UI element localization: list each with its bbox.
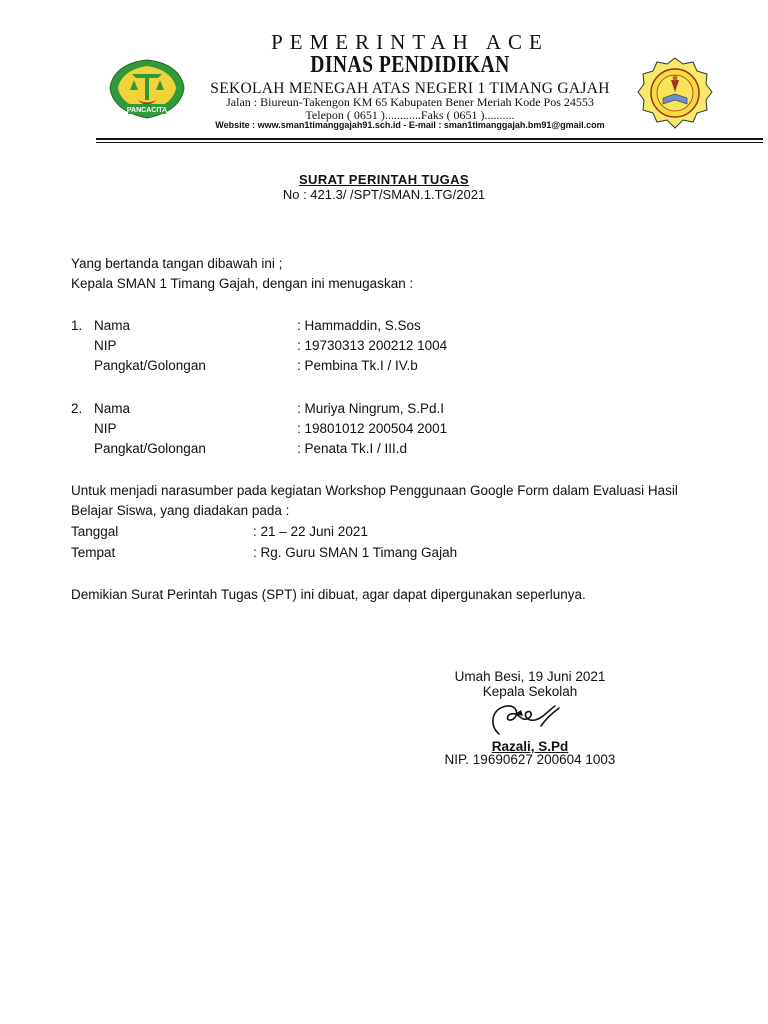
person-2-rank-label: Pangkat/Golongan [94,441,206,456]
signature-place-date: Umah Besi, 19 Juni 2021 [454,669,606,684]
person-2-index: 2. [71,401,83,416]
agency-heading: DINAS PENDIDIKAN [310,52,510,78]
school-phone: Telepon ( 0651 )............Faks ( 0651 ).......... [305,108,515,122]
handwritten-signature [485,700,565,736]
letter-number: No : 421.3/ /SPT/SMAN.1.TG/2021 [282,187,486,202]
purpose-line-1: Untuk menjadi narasumber pada kegiatan Workshop Penggunaan Google Form dalam Evaluasi Hasil [71,483,678,498]
school-website-email: Website : www.sman1timanggajah91.sch.id - E-mail : sman1timanggajah.bm91@gmail.com [215,120,605,130]
signature-position: Kepala Sekolah [482,684,578,699]
intro-line-2: Kepala SMAN 1 Timang Gajah, dengan ini menugaskan : [71,276,414,291]
person-2-name-label: Nama [94,401,131,416]
person-1-nip-label: NIP [94,338,117,353]
date-label: Tanggal [71,524,119,539]
place-value: : Rg. Guru SMAN 1 Timang Gajah [253,545,458,560]
school-address: Jalan : Biureun-Takengon KM 65 Kabupaten Bener Meriah Kode Pos 24553 [226,95,594,109]
signatory-name: Razali, S.Pd [491,739,569,754]
person-1-rank-value: : Pembina Tk.I / IV.b [297,358,418,373]
person-1-nip-value: : 19730313 200212 1004 [297,338,448,353]
intro-line-1: Yang bertanda tangan dibawah ini ; [71,256,283,271]
school-name: SEKOLAH MENEGAH ATAS NEGERI 1 TIMANG GAJAH [210,80,610,97]
purpose-line-2: Belajar Siswa, yang diadakan pada : [71,503,290,518]
person-2-name-value: : Muriya Ningrum, S.Pd.I [297,401,445,416]
place-label: Tempat [71,545,116,560]
pancacita-label: PANCACITA [126,107,168,114]
person-1-name-value: : Hammaddin, S.Sos [297,318,421,333]
letter-title: SURAT PERINTAH TUGAS [298,172,470,187]
person-1-index: 1. [71,318,83,333]
closing-text: Demikian Surat Perintah Tugas (SPT) ini dibuat, agar dapat dipergunakan seperlunya. [71,587,586,602]
signatory-nip: NIP. 19690627 200604 1003 [444,752,616,767]
person-2-nip-value: : 19801012 200504 2001 [297,421,448,436]
letterhead-divider-thin [96,142,763,143]
date-value: : 21 – 22 Juni 2021 [253,524,368,539]
person-2-nip-label: NIP [94,421,117,436]
person-1-rank-label: Pangkat/Golongan [94,358,206,373]
government-heading: PEMERINTAH ACE [271,30,549,54]
person-1-name-label: Nama [94,318,131,333]
letterhead-divider-thick [96,138,763,140]
person-2-rank-value: : Penata Tk.I / III.d [297,441,408,456]
